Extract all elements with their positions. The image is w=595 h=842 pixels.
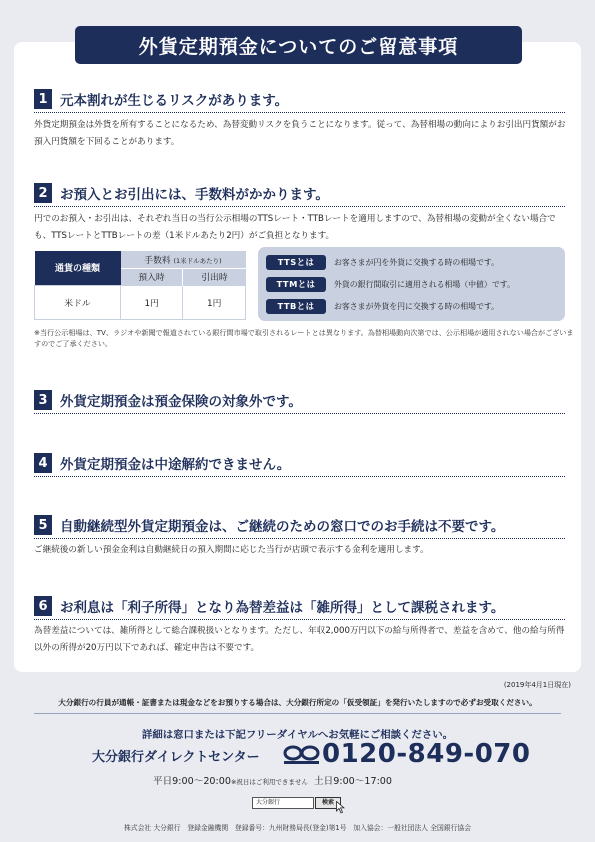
section-title: 自動継続型外貨定期預金は、ご継続のための窓口でのお手続は不要です。 <box>60 519 505 535</box>
business-hours <box>153 773 392 787</box>
section-title: お利息は「利子所得」となり為替差益は「雑所得」として課税されます。 <box>60 600 505 616</box>
currency-cell: 米ドル <box>35 285 121 319</box>
section-divider <box>34 538 565 539</box>
fee-header-note: (1米ドルあたり) <box>173 256 222 265</box>
phone-number-link[interactable]: 0120-849-070 <box>322 739 531 769</box>
section-number: 2 <box>34 183 52 203</box>
section-2-body: 円でのお預入・お引出は、それぞれ当日の当行公示相場のTTSレート・TTBレートを適用しますので、為替相場の変動が全くない場合でも、TTSレートとTTBレートの差（1米ドルあたり2円）がご負担となります。 <box>34 214 556 241</box>
deposit-fee-cell: 1円 <box>121 285 183 319</box>
consult-message: 詳細は窓口または下記フリーダイヤルへお気軽にご相談ください。 <box>142 729 453 741</box>
search-button[interactable]: 検索 <box>315 797 341 809</box>
section-divider <box>34 206 565 207</box>
definition-term: TTBとは <box>266 299 326 314</box>
section-divider <box>34 112 565 113</box>
weekend-hours: 土日9:00～17:00 <box>314 776 393 787</box>
deposit-header: 預入時 <box>121 268 183 285</box>
section-1-body: 外貨定期預金は外貨を所有することになるため、為替変動リスクを負うことになります。従って、為替相場の動向によりお引出円貨額がお預入円貨額を下回ることがあります。 <box>34 120 566 147</box>
section-divider <box>34 619 565 620</box>
company-info: 株式会社 大分銀行 登録金融機関 登録番号：九州財務局長(登金)第1号 加入協会：一般社団法人 全国銀行協会 <box>124 824 471 832</box>
as-of-date: (2019年4月1日現在) <box>503 681 571 689</box>
fee-header <box>121 251 246 268</box>
page-title: 外貨定期預金についてのご留意事項 <box>75 26 522 64</box>
footer-divider <box>34 713 561 714</box>
rate-note: ※当行公示相場は、TV、ラジオや新聞で報道されている銀行間市場で取引されるレートとは異なります。為替相場動向次第では、公示相場が適用されない場合がございますのでご了承ください。 <box>34 328 574 348</box>
search-input[interactable]: 大分銀行 <box>252 797 314 809</box>
section-5-heading <box>34 515 504 535</box>
section-divider <box>34 413 565 414</box>
currency-type-header: 通貨の種類 <box>35 251 121 285</box>
cursor-icon <box>336 801 345 814</box>
definition-desc: お客さまが円を外貨に交換する時の相場です。 <box>334 257 500 267</box>
section-5-body: ご継続後の新しい預金金利は自動継続日の預入期間に応じた当行が店頭で表示する金利を適用します。 <box>34 545 429 555</box>
section-number: 5 <box>34 515 52 535</box>
section-number: 6 <box>34 596 52 616</box>
definition-ttb <box>266 298 499 314</box>
weekday-hours: 平日9:00～20:00 <box>153 776 231 787</box>
section-title: 元本割れが生じるリスクがあります。 <box>60 93 289 109</box>
section-2-heading <box>34 183 329 203</box>
definition-term: TTSとは <box>266 255 326 270</box>
definition-ttm <box>266 276 515 292</box>
section-1-heading <box>34 89 288 109</box>
section-number: 3 <box>34 390 52 410</box>
section-title: 外貨定期預金は預金保険の対象外です。 <box>60 394 302 410</box>
section-title: 外貨定期預金は中途解約できません。 <box>60 457 291 473</box>
section-title: お預入とお引出には、手数料がかかります。 <box>60 187 329 203</box>
section-3-heading <box>34 390 302 410</box>
fee-header-label: 手数料 <box>144 255 171 266</box>
section-4-heading <box>34 453 290 473</box>
withdraw-header: 引出時 <box>183 268 246 285</box>
definition-tts <box>266 254 499 270</box>
definition-desc: お客さまが外貨を円に交換する時の相場です。 <box>334 301 500 311</box>
section-divider <box>34 476 565 477</box>
direct-center-name: 大分銀行ダイレクトセンター <box>92 750 260 765</box>
section-number: 1 <box>34 89 52 109</box>
fee-table <box>34 251 246 320</box>
rate-definitions-box <box>258 247 565 321</box>
definition-term: TTMとは <box>266 277 326 292</box>
section-6-heading <box>34 596 504 616</box>
freedial-icon <box>283 745 321 765</box>
definition-desc: 外貨の銀行間取引に適用される相場（中値）です。 <box>334 279 515 289</box>
withdraw-fee-cell: 1円 <box>183 285 246 319</box>
receipt-notice: 大分銀行の行員が通帳・証書または現金などをお預りする場合は、大分銀行所定の「仮受領証」を発行いたしますので必ずお受取ください。 <box>58 698 537 707</box>
holiday-note: ※祝日はご利用できません <box>230 778 308 786</box>
section-6-body: 為替差益については、雑所得として総合課税扱いとなります。ただし、年収2,000万円以下の給与所得者で、差益を含めて、他の給与所得以外の所得が20万円以下であれば、確定申告は不要です。 <box>34 626 565 653</box>
section-number: 4 <box>34 453 52 473</box>
